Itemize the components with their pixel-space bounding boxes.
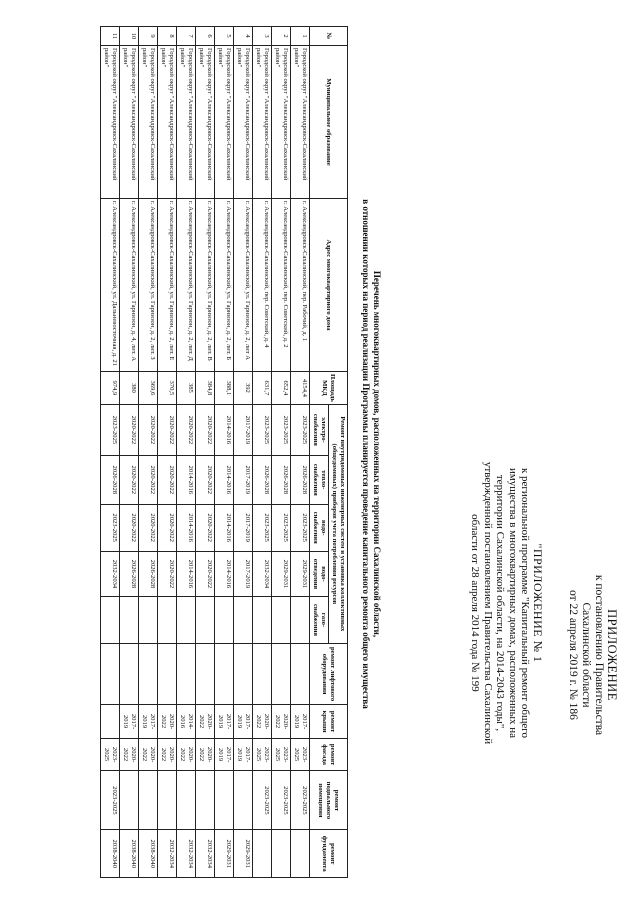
col-water: водо-снабжения xyxy=(310,504,329,551)
cell-lift xyxy=(234,643,253,704)
header-line: Сахалинской области xyxy=(580,602,592,708)
cell-num: 8 xyxy=(158,27,177,46)
cell-address: г. Александровск-Сахалинский, ул. Гарнизон, д. 4, лит. А xyxy=(120,199,139,372)
cell-water: 2023-2025 xyxy=(101,504,120,551)
cell-heat: 2026-2028 xyxy=(272,455,291,504)
cell-facade: 2020-2022 xyxy=(158,738,177,771)
cell-facade: 2020-2022 xyxy=(120,738,139,771)
col-num: № xyxy=(310,27,348,46)
cell-gas xyxy=(120,597,139,644)
cell-area: 388,1 xyxy=(215,372,234,405)
cell-foundation: 2032-2034 xyxy=(177,830,196,878)
cell-num: 2 xyxy=(272,27,291,46)
cell-area: 652,4 xyxy=(272,372,291,405)
cell-foundation: 2029-2031 xyxy=(215,830,234,878)
cell-area: 4154,4 xyxy=(291,372,310,405)
col-roof: ремонт крыши xyxy=(310,705,348,738)
cell-drain: 2020-2022 xyxy=(196,551,215,596)
cell-basement: 2023-2025 xyxy=(101,771,120,830)
cell-electro: 2023-2025 xyxy=(291,404,310,455)
cell-water: 2017-2019 xyxy=(234,504,253,551)
header-line: к региональной программе "Капитальный ремонт общего xyxy=(519,467,532,739)
header-prilozhenie-1: "ПРИЛОЖЕНИЕ № 1 xyxy=(531,543,545,663)
cell-gas xyxy=(177,597,196,644)
cell-municipality: Городской округ "Александровск-Сахалинский район" xyxy=(253,46,272,199)
cell-address: г. Александровск-Сахалинский, пер. Рабочий, д. 1 xyxy=(291,199,310,372)
cell-foundation: 2038-2040 xyxy=(139,830,158,878)
cell-num: 4 xyxy=(234,27,253,46)
cell-lift xyxy=(291,643,310,704)
cell-electro: 2020-2022 xyxy=(139,404,158,455)
cell-basement xyxy=(234,771,253,830)
cell-facade: 2020-2022 xyxy=(177,738,196,771)
cell-address: г. Александровск-Сахалинский, ул. Гарнизон, д. 2, лит А xyxy=(234,199,253,372)
cell-roof: 2017-2019 xyxy=(215,705,234,738)
cell-electro: 2017-2019 xyxy=(234,404,253,455)
col-address: Адрес многоквартирного дома xyxy=(310,199,348,372)
cell-heat: 2014-2016 xyxy=(215,455,234,504)
cell-area: 385 xyxy=(177,372,196,405)
cell-roof: 2017-2019 xyxy=(291,705,310,738)
cell-municipality: Городской округ "Александровск-Сахалинский район" xyxy=(234,46,253,199)
cell-municipality: Городской округ "Александровск-Сахалинский район" xyxy=(272,46,291,199)
cell-area: 369,6 xyxy=(139,372,158,405)
cell-area: 631,7 xyxy=(253,372,272,405)
cell-basement xyxy=(215,771,234,830)
cell-water: 2023-2025 xyxy=(253,504,272,551)
cell-drain: 2020-2022 xyxy=(158,551,177,596)
cell-municipality: Городской округ "Александровск-Сахалинский район" xyxy=(139,46,158,199)
cell-num: 7 xyxy=(177,27,196,46)
cell-address: г. Александровск-Сахалинский, пер. Советский, д. 4 xyxy=(253,199,272,372)
cell-foundation xyxy=(253,830,272,878)
col-area: Площадь МКД xyxy=(310,372,348,405)
cell-foundation: 2029-2031 xyxy=(234,830,253,878)
cell-gas xyxy=(158,597,177,644)
header-line: имущества в многоквартирных домах, расположенных на xyxy=(507,467,519,739)
cell-lift xyxy=(253,643,272,704)
col-foundation: ремонт фундамента xyxy=(310,830,348,878)
cell-electro: 2023-2025 xyxy=(101,404,120,455)
resolution-header xyxy=(566,515,618,795)
cell-electro: 2023-2025 xyxy=(253,404,272,455)
program-header xyxy=(469,393,544,813)
cell-lift xyxy=(139,643,158,704)
cell-basement: 2023-2025 xyxy=(272,771,291,830)
cell-facade: 2023-2025 xyxy=(253,738,272,771)
cell-drain: 2014-2016 xyxy=(177,551,196,596)
cell-area: 384,8 xyxy=(196,372,215,405)
cell-roof: 2017-2019 xyxy=(120,705,139,738)
cell-basement xyxy=(120,771,139,830)
cell-gas xyxy=(196,597,215,644)
cell-municipality: Городской округ "Александровск-Сахалинский район" xyxy=(196,46,215,199)
cell-drain: 2032-2034 xyxy=(253,551,272,596)
header-line: утвержденной постановлением Правительства Сахалинской xyxy=(482,461,494,745)
header-line: области от 28 апреля 2014 года № 199 xyxy=(469,514,482,692)
houses-table xyxy=(100,26,348,878)
cell-basement xyxy=(177,771,196,830)
cell-lift xyxy=(120,643,139,704)
cell-address: г. Александровск-Сахалинский, пер. Советский, д. 2 xyxy=(272,199,291,372)
cell-heat: 2020-2022 xyxy=(120,455,139,504)
cell-roof: 2020-2022 xyxy=(196,705,215,738)
cell-lift xyxy=(215,643,234,704)
cell-area: 380 xyxy=(120,372,139,405)
cell-electro: 2020-2022 xyxy=(177,404,196,455)
cell-drain: 2026-2028 xyxy=(139,551,158,596)
cell-water: 2020-2022 xyxy=(120,504,139,551)
cell-address: г. Александровск-Сахалинский, ул. Дальневосточная, д. 21 xyxy=(101,199,120,372)
cell-heat: 2020-2022 xyxy=(139,455,158,504)
table-row xyxy=(291,27,310,878)
table-row xyxy=(253,27,272,878)
cell-heat: 2026-2028 xyxy=(101,455,120,504)
cell-num: 1 xyxy=(291,27,310,46)
cell-roof: 2017-2019 xyxy=(139,705,158,738)
cell-roof: 2017-2019 xyxy=(234,705,253,738)
cell-roof xyxy=(101,705,120,738)
table-row xyxy=(177,27,196,878)
header-line: к постановлению Правительства xyxy=(593,574,605,736)
header-prilozhenie: ПРИЛОЖЕНИЕ xyxy=(605,609,619,701)
cell-foundation: 2032-2034 xyxy=(196,830,215,878)
cell-facade: 2020-2022 xyxy=(196,738,215,771)
cell-foundation xyxy=(272,830,291,878)
cell-heat: 2020-2022 xyxy=(158,455,177,504)
cell-roof: 2014-2016 xyxy=(177,705,196,738)
title-line: в отношении которых на период реализации Программы планируется проведение капитального ремонта общего имущества xyxy=(361,199,372,709)
cell-roof: 2020-2022 xyxy=(158,705,177,738)
cell-address: г. Александровск-Сахалинский, ул. Гарнизон, д. 2, лит. З xyxy=(139,199,158,372)
table-body xyxy=(101,27,310,878)
header-date-line: от 22 апреля 2019 г. № 186 xyxy=(567,590,579,720)
cell-roof: 2020-2022 xyxy=(272,705,291,738)
table-row xyxy=(139,27,158,878)
cell-electro: 2020-2022 xyxy=(196,404,215,455)
cell-foundation: 2032-2034 xyxy=(158,830,177,878)
cell-facade: 2020-2022 xyxy=(139,738,158,771)
col-basement: ремонт подвального помещения xyxy=(310,771,348,830)
cell-municipality: Городской округ "Александровск-Сахалинский район" xyxy=(120,46,139,199)
cell-address: г. Александровск-Сахалинский, ул. Гарнизон, д. 2, лит. Б xyxy=(215,199,234,372)
cell-basement: 2023-2025 xyxy=(253,771,272,830)
table-row xyxy=(196,27,215,878)
cell-gas xyxy=(215,597,234,644)
cell-facade: 2023-2025 xyxy=(272,738,291,771)
cell-basement: 2023-2025 xyxy=(291,771,310,830)
cell-municipality: Городской округ "Александровск-Сахалинский район" xyxy=(177,46,196,199)
cell-heat: 2026-2028 xyxy=(253,455,272,504)
cell-foundation: 2038-2040 xyxy=(101,830,120,878)
cell-water: 2023-2025 xyxy=(291,504,310,551)
table-row xyxy=(101,27,120,878)
cell-water: 2014-2016 xyxy=(177,504,196,551)
cell-foundation xyxy=(291,830,310,878)
cell-heat: 2017-2019 xyxy=(234,455,253,504)
cell-gas xyxy=(291,597,310,644)
cell-address: г. Александровск-Сахалинский, ул. Гарнизон, д. 2, лит. Е xyxy=(158,199,177,372)
cell-lift xyxy=(272,643,291,704)
cell-water: 2020-2022 xyxy=(139,504,158,551)
col-heat: тепло-снабжения xyxy=(310,455,329,504)
cell-lift xyxy=(101,643,120,704)
col-municipality: Муниципальное образование xyxy=(310,46,348,199)
cell-gas xyxy=(101,597,120,644)
cell-gas xyxy=(139,597,158,644)
cell-num: 11 xyxy=(101,27,120,46)
header-line: территории Сахалинской области, на 2014-2043 годы", xyxy=(494,474,507,732)
cell-facade: 2017-2019 xyxy=(234,738,253,771)
cell-electro: 2020-2022 xyxy=(158,404,177,455)
cell-num: 10 xyxy=(120,27,139,46)
cell-drain: 2014-2016 xyxy=(215,551,234,596)
cell-area: 974,9 xyxy=(101,372,120,405)
cell-drain: 2029-2031 xyxy=(272,551,291,596)
cell-electro: 2020-2022 xyxy=(120,404,139,455)
cell-heat: 2020-2022 xyxy=(196,455,215,504)
cell-electro: 2014-2016 xyxy=(215,404,234,455)
cell-area: 392 xyxy=(234,372,253,405)
cell-num: 3 xyxy=(253,27,272,46)
cell-water: 2020-2022 xyxy=(196,504,215,551)
cell-water: 2014-2016 xyxy=(215,504,234,551)
cell-lift xyxy=(196,643,215,704)
col-drain: водо-отведения xyxy=(310,551,329,596)
cell-facade: 2023-2025 xyxy=(291,738,310,771)
cell-basement xyxy=(139,771,158,830)
cell-address: г. Александровск-Сахалинский, ул. Гарнизон, д. 2, лит. Д xyxy=(177,199,196,372)
cell-drain: 2026-2028 xyxy=(120,551,139,596)
title-line: Перечень многоквартирных домов, расположенных на территории Сахалинской области, xyxy=(372,270,382,638)
cell-address: г. Александровск-Сахалинский, ул. Гарнизон, д. 2, лит. В xyxy=(196,199,215,372)
col-gas: газо-снабжения xyxy=(310,597,329,644)
cell-facade: 2017-2019 xyxy=(215,738,234,771)
cell-water: 2020-2022 xyxy=(158,504,177,551)
cell-basement xyxy=(196,771,215,830)
cell-municipality: Городской округ "Александровск-Сахалинский район" xyxy=(101,46,120,199)
cell-roof: 2020-2022 xyxy=(253,705,272,738)
table-row xyxy=(234,27,253,878)
cell-foundation: 2038-2040 xyxy=(120,830,139,878)
cell-num: 9 xyxy=(139,27,158,46)
cell-water: 2023-2025 xyxy=(272,504,291,551)
col-electro: электро-снабжения xyxy=(310,404,329,455)
cell-electro: 2023-2025 xyxy=(272,404,291,455)
table-row xyxy=(215,27,234,878)
cell-drain: 2032-2034 xyxy=(101,551,120,596)
cell-heat: 2014-2016 xyxy=(177,455,196,504)
cell-drain: 2017-2019 xyxy=(234,551,253,596)
table-row xyxy=(158,27,177,878)
table-row xyxy=(272,27,291,878)
cell-lift xyxy=(158,643,177,704)
cell-num: 5 xyxy=(215,27,234,46)
cell-num: 6 xyxy=(196,27,215,46)
cell-municipality: Городской округ "Александровск-Сахалинский район" xyxy=(215,46,234,199)
col-group-engineering: Ремонт внутридомовых инженерных систем и установка коллективных (общедомовых) приборов учета потребления ресурсов xyxy=(329,404,348,643)
cell-municipality: Городской округ "Александровск-Сахалинский район" xyxy=(158,46,177,199)
cell-area: 370,5 xyxy=(158,372,177,405)
table-row xyxy=(120,27,139,878)
cell-gas xyxy=(272,597,291,644)
cell-lift xyxy=(177,643,196,704)
col-facade: ремонт фасада xyxy=(310,738,348,771)
document-title xyxy=(361,44,382,864)
cell-gas xyxy=(234,597,253,644)
col-lift: ремонт лифтового оборудования xyxy=(310,643,348,704)
cell-heat: 2026-2028 xyxy=(291,455,310,504)
cell-facade: 2023-2025 xyxy=(101,738,120,771)
cell-drain: 2029-2031 xyxy=(291,551,310,596)
cell-municipality: Городской округ "Александровск-Сахалинский район" xyxy=(291,46,310,199)
cell-gas xyxy=(253,597,272,644)
cell-basement xyxy=(158,771,177,830)
